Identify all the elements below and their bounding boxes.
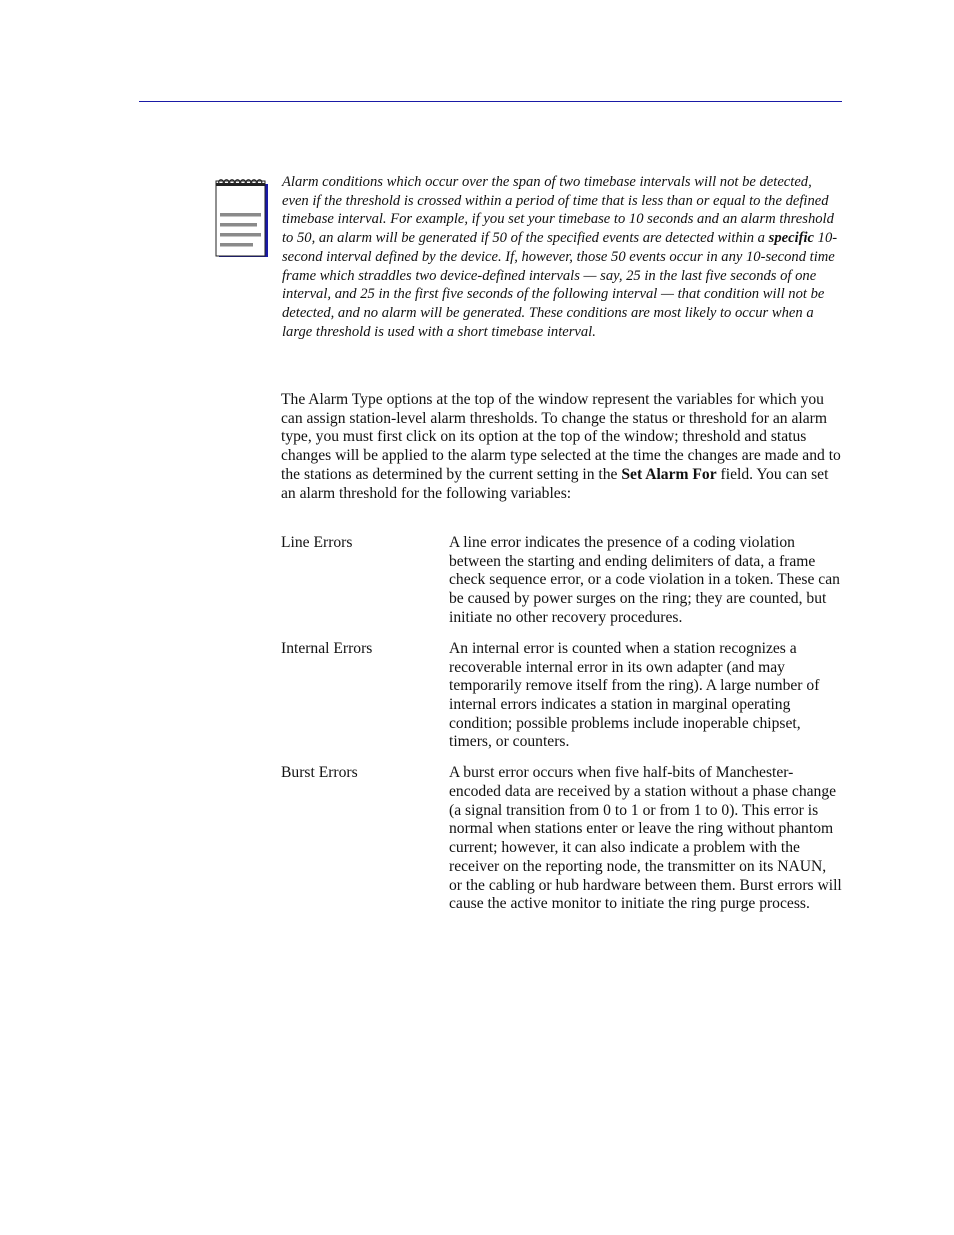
- header-rule: [139, 101, 842, 102]
- intro-text-end: field. You can set an alarm threshold for the following variables:: [281, 465, 829, 502]
- note-emphasis: specific: [768, 230, 815, 247]
- definition-term: Line Errors: [281, 534, 353, 551]
- definition-item-internal-errors: [281, 640, 843, 752]
- definition-description: A burst error occurs when five half-bits of Manchester-encoded data are received by a station without a phase change (a signal transition from 0 to 1 or from 1 to 0). This error is normal when stations enter or leave the ring without phantom current; however, it can also indicate a problem with the receiver on the reporting node, the transmitter on its NAUN, or the cabling or hub hardware between them. Burst errors will cause the active monitor to initiate the ring purge process.: [449, 764, 842, 913]
- definition-item-line-errors: [281, 534, 843, 628]
- notepad-icon: [215, 176, 271, 260]
- set-alarm-for-field-name: Set Alarm For: [621, 465, 717, 483]
- definition-term: Internal Errors: [281, 639, 373, 657]
- definition-description: A line error indicates the presence of a coding violation between the starting and ending delimiters of data, a frame check sequence error, or a code violation in a token. These can be caused by power surges on the ring; they are counted, but initiate no other recovery procedures.: [449, 534, 840, 626]
- note-text: [282, 173, 842, 341]
- intro-text-start: The Alarm Type options at the top of the window represent the variables for which you can assign station-level alarm thresholds. To change the status or threshold for an alarm type, you must first click on its option at the top of the window; threshold and status changes will be applied to the alarm type selected at the time the changes are made and to the stations as determined by the current setting in the: [281, 391, 841, 483]
- variable-definition-list: [281, 534, 843, 926]
- definition-term: Burst Errors: [281, 764, 358, 782]
- intro-paragraph: [281, 391, 843, 503]
- note-text-end: 10-second interval defined by the device. If, however, those 50 events occur in any 10-second time frame which straddles two device-defined intervals — say, 25 in the last five seconds of one interval, and 25 in the first five seconds of the following interval — that condition will not be detected, and no alarm will be generated. These conditions are most likely to occur when a large threshold is used with a short timebase interval.: [282, 230, 838, 340]
- definition-item-burst-errors: [281, 764, 843, 914]
- note-text-start: Alarm conditions which occur over the span of two timebase intervals will not be detected, even if the threshold is crossed within a period of time that is less than or equal to the defined timebase interval. For example, if you set your timebase to 10 seconds and an alarm threshold to 50, an alarm will be generated if 50 of the specified events are detected within a: [282, 174, 834, 247]
- definition-description: An internal error is counted when a station recognizes a recoverable internal error in its own adapter (and may temporarily remove itself from the ring). A large number of internal errors indicates a station in marginal operating condition; possible problems include inoperable chipset, timers, or counters.: [449, 639, 820, 751]
